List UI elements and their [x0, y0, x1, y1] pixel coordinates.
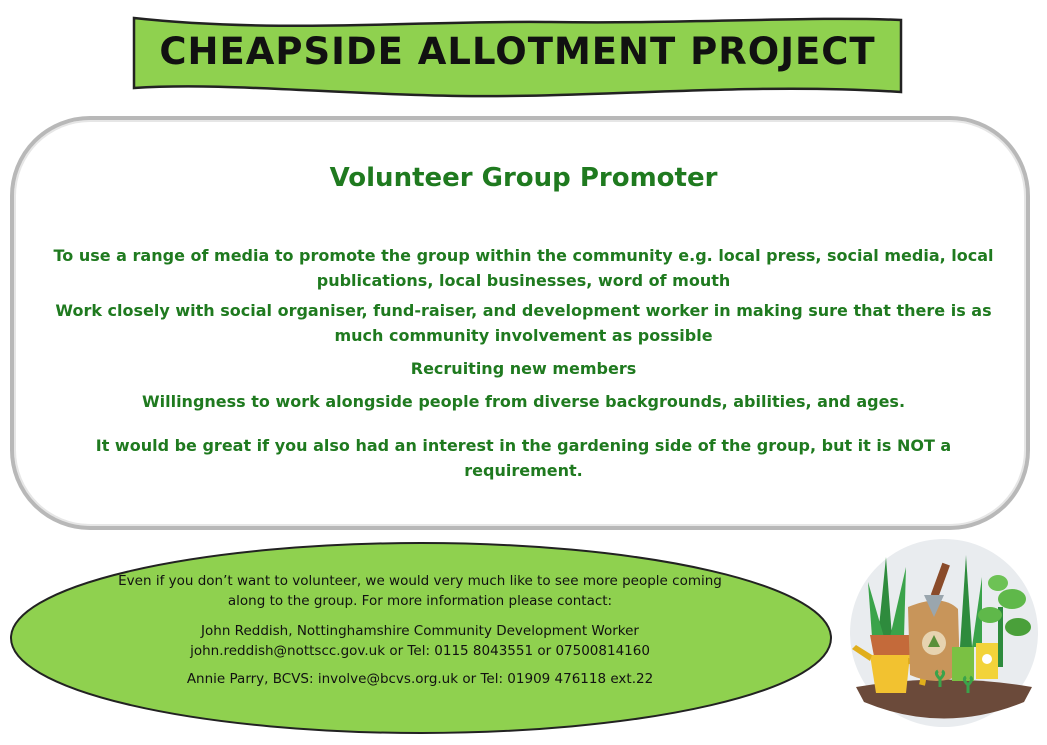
role-point-4: Willingness to work alongside people from diverse backgrounds, abilities, and ages. — [141, 392, 906, 411]
contact-annie: Annie Parry, BCVS: involve@bcvs.org.uk or Tel: 01909 476118 ext.22 — [186, 671, 654, 687]
role-point-1: To use a range of media to promote the group within the community e.g. local press, social media, local publications, local businesses, word of mouth — [53, 246, 994, 290]
contact-john: John Reddish, Nottinghamshire Community Development Worker john.reddish@nottscc.gov.uk or Tel: 0115 8043551 or 07500814160 — [190, 623, 650, 659]
role-point-5: It would be great if you also had an interest in the gardening side of the group, but it is NOT a requirement. — [95, 436, 952, 480]
role-point-3: Recruiting new members — [410, 359, 637, 378]
page-title: CHEAPSIDE ALLOTMENT PROJECT — [159, 30, 876, 73]
garden-pots-watering-can-icon — [848, 537, 1040, 729]
title-banner — [130, 12, 905, 104]
role-title: Volunteer Group Promoter — [329, 163, 718, 193]
contact-intro: Even if you don’t want to volunteer, we would very much like to see more people coming along to the group. For more information please contact: — [118, 573, 722, 609]
role-point-2: Work closely with social organiser, fund-raiser, and development worker in making sure that there is as much community involvement as possible — [55, 301, 992, 345]
